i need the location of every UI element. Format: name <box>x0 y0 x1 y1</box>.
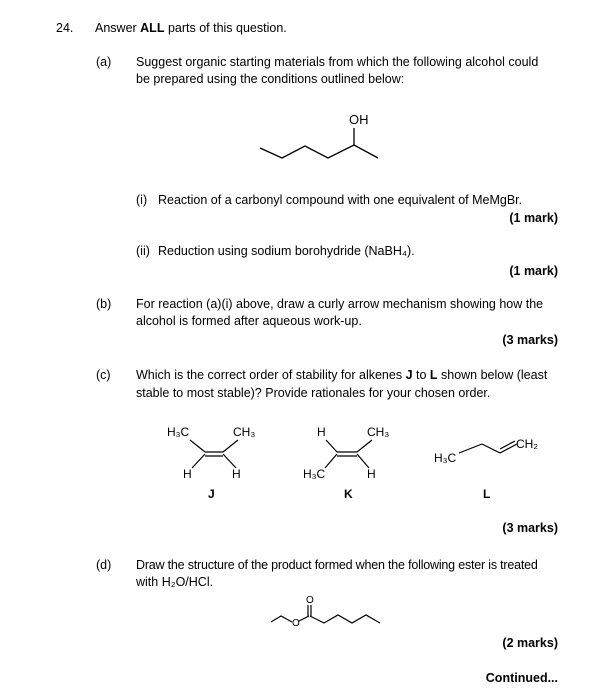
part-a-sub-i-text: Reaction of a carbonyl compound with one equivalent of MeMgBr. <box>158 193 523 207</box>
alcohol-structure <box>250 108 390 168</box>
alkene-j-label: J <box>208 487 215 501</box>
part-c-label: (c) <box>96 368 111 382</box>
alkene-k-label: K <box>344 487 353 501</box>
alkene-j-h3c: H₃C <box>167 425 190 439</box>
intro-bold: ALL <box>140 21 165 35</box>
part-c-line1-prefix: Which is the correct order of stability for alkenes <box>136 368 406 382</box>
alcohol-oh-label: OH <box>349 112 369 127</box>
question-intro <box>95 21 287 35</box>
part-a-sub-ii-text: Reduction using sodium borohydride (NaBH₄). <box>158 244 415 258</box>
part-a-text-line1: Suggest organic starting materials from which the following alcohol could <box>136 55 539 69</box>
continued-footer: Continued... <box>485 671 558 685</box>
part-a-sub-ii-label: (ii) <box>136 244 150 258</box>
alkene-k-h-top: H <box>317 425 326 439</box>
part-a-sub-i-marks: (1 mark) <box>509 211 558 225</box>
ester-carbonyl-o: O <box>306 595 314 606</box>
alkene-l-ch2: CH₂ <box>516 437 538 451</box>
part-b-text-line1: For reaction (a)(i) above, draw a curly arrow mechanism showing how the <box>136 297 544 311</box>
ester-structure <box>268 592 398 632</box>
part-d-marks: (2 marks) <box>502 636 558 650</box>
alkene-k-h-bottom: H <box>367 467 376 481</box>
ester-link-o: O <box>292 618 300 629</box>
alkene-l-h3c: H₃C <box>434 451 457 465</box>
question-number: 24. <box>56 21 74 35</box>
part-a-sub-i-label: (i) <box>136 193 148 207</box>
part-d-label: (d) <box>96 558 112 572</box>
part-b-label: (b) <box>96 297 112 311</box>
part-c-text-line1 <box>136 368 547 382</box>
part-c-line1-j: J <box>405 368 413 382</box>
alkene-l-label: L <box>483 487 491 501</box>
alkene-j-h2: H <box>232 467 241 481</box>
part-b-marks: (3 marks) <box>502 333 558 347</box>
alkene-j-h1: H <box>183 467 192 481</box>
part-a-text-line2: be prepared using the conditions outlined below: <box>136 72 405 86</box>
alkene-k-structure <box>295 420 405 505</box>
part-c-line1-mid: to <box>412 368 430 382</box>
part-c-text-line2: stable to most stable)? Provide rationales for your chosen order. <box>136 386 491 400</box>
alkene-l-structure <box>430 420 560 505</box>
part-c-marks: (3 marks) <box>502 521 558 535</box>
part-c-line1-l: L <box>429 368 438 382</box>
part-b-text-line2: alcohol is formed after aqueous work-up. <box>136 314 362 328</box>
alkene-k-h3c: H₃C <box>303 467 326 481</box>
part-c-line1-suffix: shown below (least <box>437 368 548 382</box>
alcohol-skeleton <box>260 145 378 158</box>
part-d-text-line1: Draw the structure of the product formed when the following ester is treated <box>136 558 538 572</box>
intro-prefix: Answer <box>95 21 141 35</box>
alkene-j-structure <box>160 420 270 505</box>
alkene-k-ch3: CH₃ <box>367 425 390 439</box>
part-a-sub-ii-marks: (1 mark) <box>509 264 558 278</box>
alkene-j-ch3: CH₃ <box>233 425 256 439</box>
part-a-label: (a) <box>96 55 112 69</box>
part-d-text-line2: with H₂O/HCl. <box>136 575 214 589</box>
intro-suffix: parts of this question. <box>164 21 287 35</box>
